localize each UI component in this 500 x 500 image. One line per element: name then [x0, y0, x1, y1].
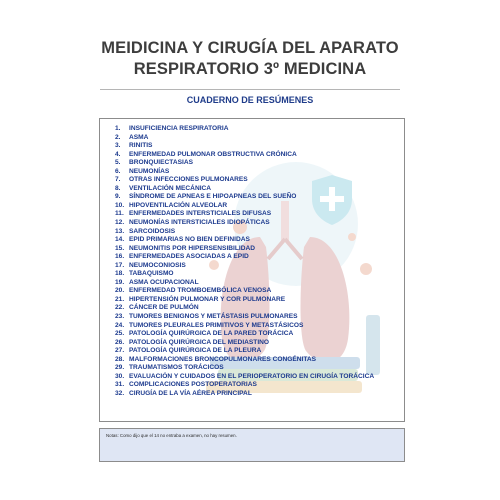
toc-item-label: BRONQUIECTASIAS: [129, 159, 193, 167]
toc-item-number: 26.: [115, 338, 125, 346]
toc-list: [115, 125, 374, 399]
toc-item-label: INSUFICIENCIA RESPIRATORIA: [129, 125, 229, 132]
toc-item: [115, 390, 374, 399]
toc-item-number: 11.: [115, 210, 124, 218]
toc-item-number: 18.: [115, 270, 125, 278]
toc-item-label: ASMA: [129, 133, 149, 141]
notes-box: [99, 428, 405, 462]
toc-item-label: TUMORES PLEURALES PRIMITIVOS Y METASTÁSICOS: [129, 321, 304, 329]
toc-item-number: 6.: [115, 167, 121, 175]
toc-item-number: 29.: [115, 364, 125, 372]
toc-item-label: NEUMONITIS POR HIPERSENSIBILIDAD: [129, 244, 256, 252]
toc-item: [115, 381, 374, 390]
toc-item-label: SÍNDROME DE APNEAS E HIPOAPNEAS DEL SUEÑO: [129, 193, 297, 201]
toc-item: [115, 176, 374, 185]
toc-item-label: SARCOIDOSIS: [129, 227, 176, 235]
toc-item: [115, 330, 374, 339]
toc-item-label: VENTILACIÓN MECÁNICA: [129, 184, 212, 192]
toc-item-number: 21.: [115, 295, 125, 303]
toc-item-label: ASMA OCUPACIONAL: [129, 278, 199, 286]
toc-item-number: 13.: [115, 227, 125, 235]
toc-item-label: EVALUACIÓN Y CUIDADOS EN EL PERIOPERATORIO EN CIRUGÍA TORÁCICA: [129, 372, 375, 380]
toc-item-label: PATOLOGÍA QUIRÚRGICA DEL MEDIASTINO: [129, 338, 270, 346]
title-divider: [100, 89, 400, 90]
toc-item-label: ENFERMEDAD PULMONAR OBSTRUCTIVA CRÓNICA: [129, 150, 297, 158]
toc-item-label: PATOLOGÍA QUIRÚRGICA DE LA PARED TORÁCICA: [129, 330, 294, 338]
toc-item-label: MALFORMACIONES BRONCOPULMONARES CONGÉNITAS: [129, 355, 317, 363]
toc-item: [115, 253, 374, 262]
toc-item: [115, 339, 374, 348]
toc-item-label: ENFERMEDAD TROMBOEMBÓLICA VENOSA: [129, 287, 272, 295]
toc-item-number: 32.: [115, 389, 125, 397]
toc-item-label: RINITIS: [129, 142, 153, 150]
document-title: [0, 38, 500, 80]
toc-item-number: 14.: [115, 236, 125, 244]
toc-item: [115, 245, 374, 254]
subtitle: CUADERNO DE RESÚMENES: [186, 95, 314, 105]
toc-item: [115, 151, 374, 160]
notes-text: Notas: Como dijo que el 14 no entraba a examen, no hay resumen.: [106, 433, 237, 438]
toc-item-label: TRAUMATISMOS TORÁCICOS: [129, 364, 224, 372]
toc-item-number: 9.: [115, 193, 121, 201]
toc-item-label: TABAQUISMO: [129, 270, 174, 278]
toc-item-label: ENFERMEDADES ASOCIADAS A EPID: [129, 253, 249, 261]
toc-item-number: 17.: [115, 261, 125, 269]
toc-item-label: NEUMONÍAS: [129, 167, 170, 175]
toc-item-label: CÁNCER DE PULMÓN: [129, 304, 199, 312]
toc-item: [115, 125, 374, 134]
toc-item: [115, 159, 374, 168]
toc-item: [115, 270, 374, 279]
title-line-2: RESPIRATORIO 3º MEDICINA: [133, 60, 367, 78]
toc-item-label: EPID PRIMARIAS NO BIEN DEFINIDAS: [129, 236, 250, 244]
toc-item-label: ENFERMEDADES INTERSTICIALES DIFUSAS: [129, 210, 272, 218]
toc-item-number: 24.: [115, 321, 125, 329]
toc-item-label: TUMORES BENIGNOS Y METÁSTASIS PULMONARES: [129, 313, 298, 321]
toc-item-number: 16.: [115, 253, 125, 261]
toc-item-label: OTRAS INFECCIONES PULMONARES: [129, 176, 248, 184]
toc-item: [115, 322, 374, 331]
toc-item-number: 23.: [115, 313, 125, 321]
toc-item-number: 27.: [115, 347, 125, 355]
toc-item: [115, 347, 374, 356]
toc-item-number: 28.: [115, 355, 125, 363]
toc-item-number: 15.: [115, 244, 125, 252]
toc-item-number: 10.: [115, 201, 125, 209]
toc-item-label: NEUMONÍAS INTERSTICIALES IDIOPÁTICAS: [129, 219, 270, 227]
toc-item-number: 20.: [115, 287, 125, 295]
toc-item-number: 4.: [115, 150, 121, 158]
toc-item: [115, 373, 374, 382]
toc-item: [115, 364, 374, 373]
toc-item: [115, 313, 374, 322]
toc-item-number: 3.: [115, 142, 121, 150]
toc-item-number: 8.: [115, 184, 121, 192]
toc-item: [115, 304, 374, 313]
toc-item-label: HIPERTENSIÓN PULMONAR Y COR PULMONARE: [129, 295, 286, 303]
toc-item-number: 22.: [115, 304, 125, 312]
toc-item: [115, 262, 374, 271]
toc-item-number: 30.: [115, 372, 125, 380]
toc-item: [115, 219, 374, 228]
toc-item-label: PATOLOGÍA QUIRÚRGICA DE LA PLEURA: [129, 347, 262, 355]
title-line-1: MEIDICINA Y CIRUGÍA DEL APARATO: [101, 39, 399, 57]
toc-item: [115, 202, 374, 211]
toc-item-number: 25.: [115, 330, 125, 338]
toc-item: [115, 142, 374, 151]
toc-item-number: 31.: [115, 381, 125, 389]
table-of-contents: [99, 118, 405, 422]
toc-item: [115, 228, 374, 237]
toc-item-number: 7.: [115, 176, 121, 184]
toc-item: [115, 236, 374, 245]
toc-item-number: 2.: [115, 133, 121, 141]
toc-item-number: 19.: [115, 278, 125, 286]
toc-item: [115, 287, 374, 296]
toc-item: [115, 210, 374, 219]
toc-item-label: NEUMOCONIOSIS: [129, 261, 186, 269]
toc-item-number: 12.: [115, 219, 125, 227]
toc-item: [115, 168, 374, 177]
toc-item-number: 1.: [115, 125, 121, 132]
toc-item: [115, 134, 374, 143]
toc-item-label: HIPOVENTILACIÓN ALVEOLAR: [129, 201, 228, 209]
toc-item-label: CIRUGÍA DE LA VÍA AÉREA PRINCIPAL: [129, 389, 252, 397]
toc-item: [115, 193, 374, 202]
toc-item-label: COMPLICACIONES POSTOPERATORIAS: [129, 381, 257, 389]
toc-item-number: 5.: [115, 159, 121, 167]
